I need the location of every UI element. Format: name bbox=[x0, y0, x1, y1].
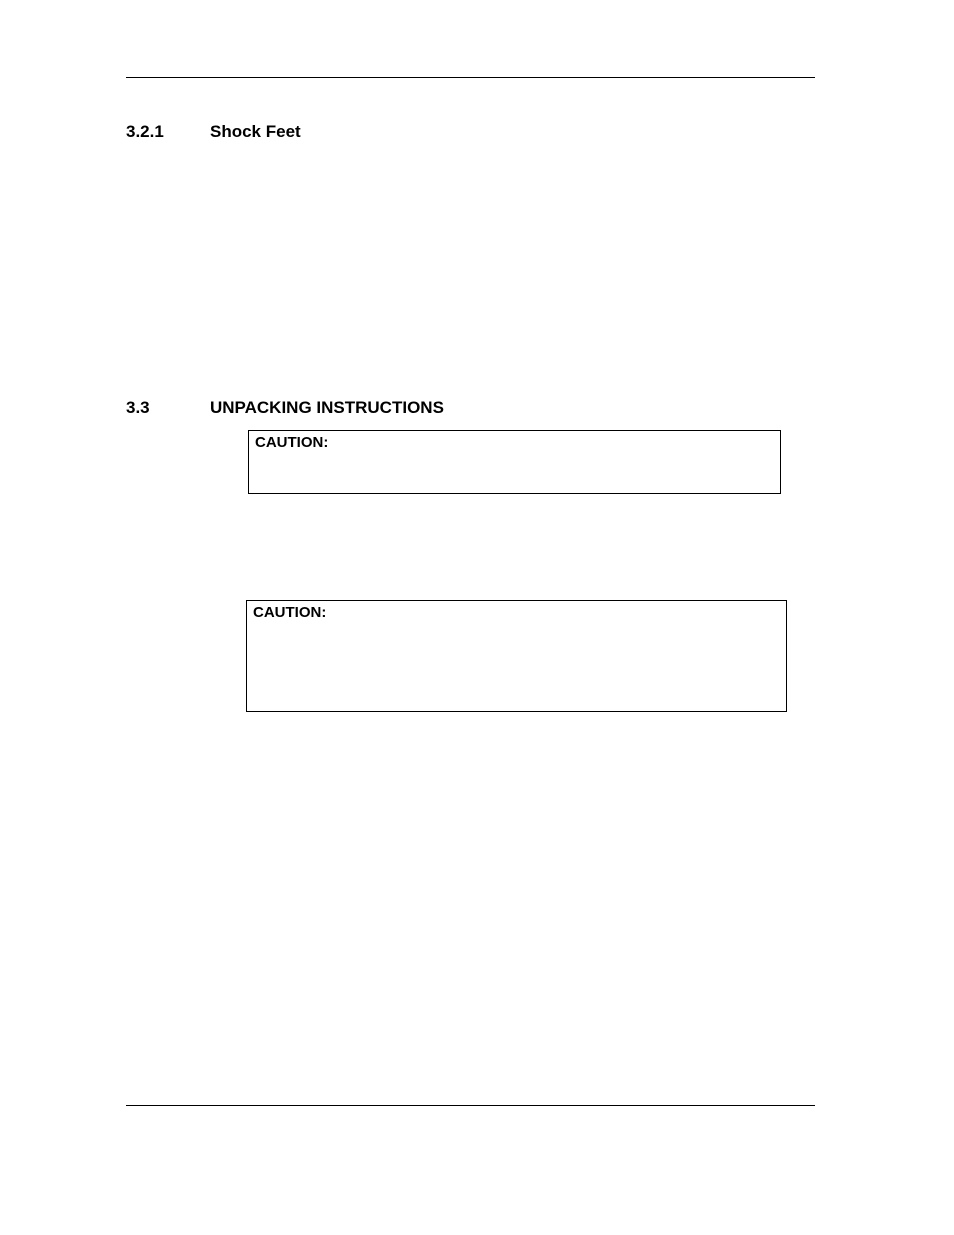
section-heading-shock-feet bbox=[126, 122, 526, 142]
caution-box-1 bbox=[248, 430, 781, 494]
footer-rule bbox=[126, 1105, 815, 1106]
section-number: 3.3 bbox=[126, 398, 150, 417]
header-rule bbox=[126, 77, 815, 78]
caution-box-2 bbox=[246, 600, 787, 712]
section-title: Shock Feet bbox=[210, 122, 301, 141]
section-number: 3.2.1 bbox=[126, 122, 164, 141]
section-heading-unpacking-instructions bbox=[126, 398, 626, 418]
caution-label: CAUTION: bbox=[255, 434, 329, 451]
section-title: UNPACKING INSTRUCTIONS bbox=[210, 398, 444, 417]
caution-label: CAUTION: bbox=[253, 604, 327, 621]
